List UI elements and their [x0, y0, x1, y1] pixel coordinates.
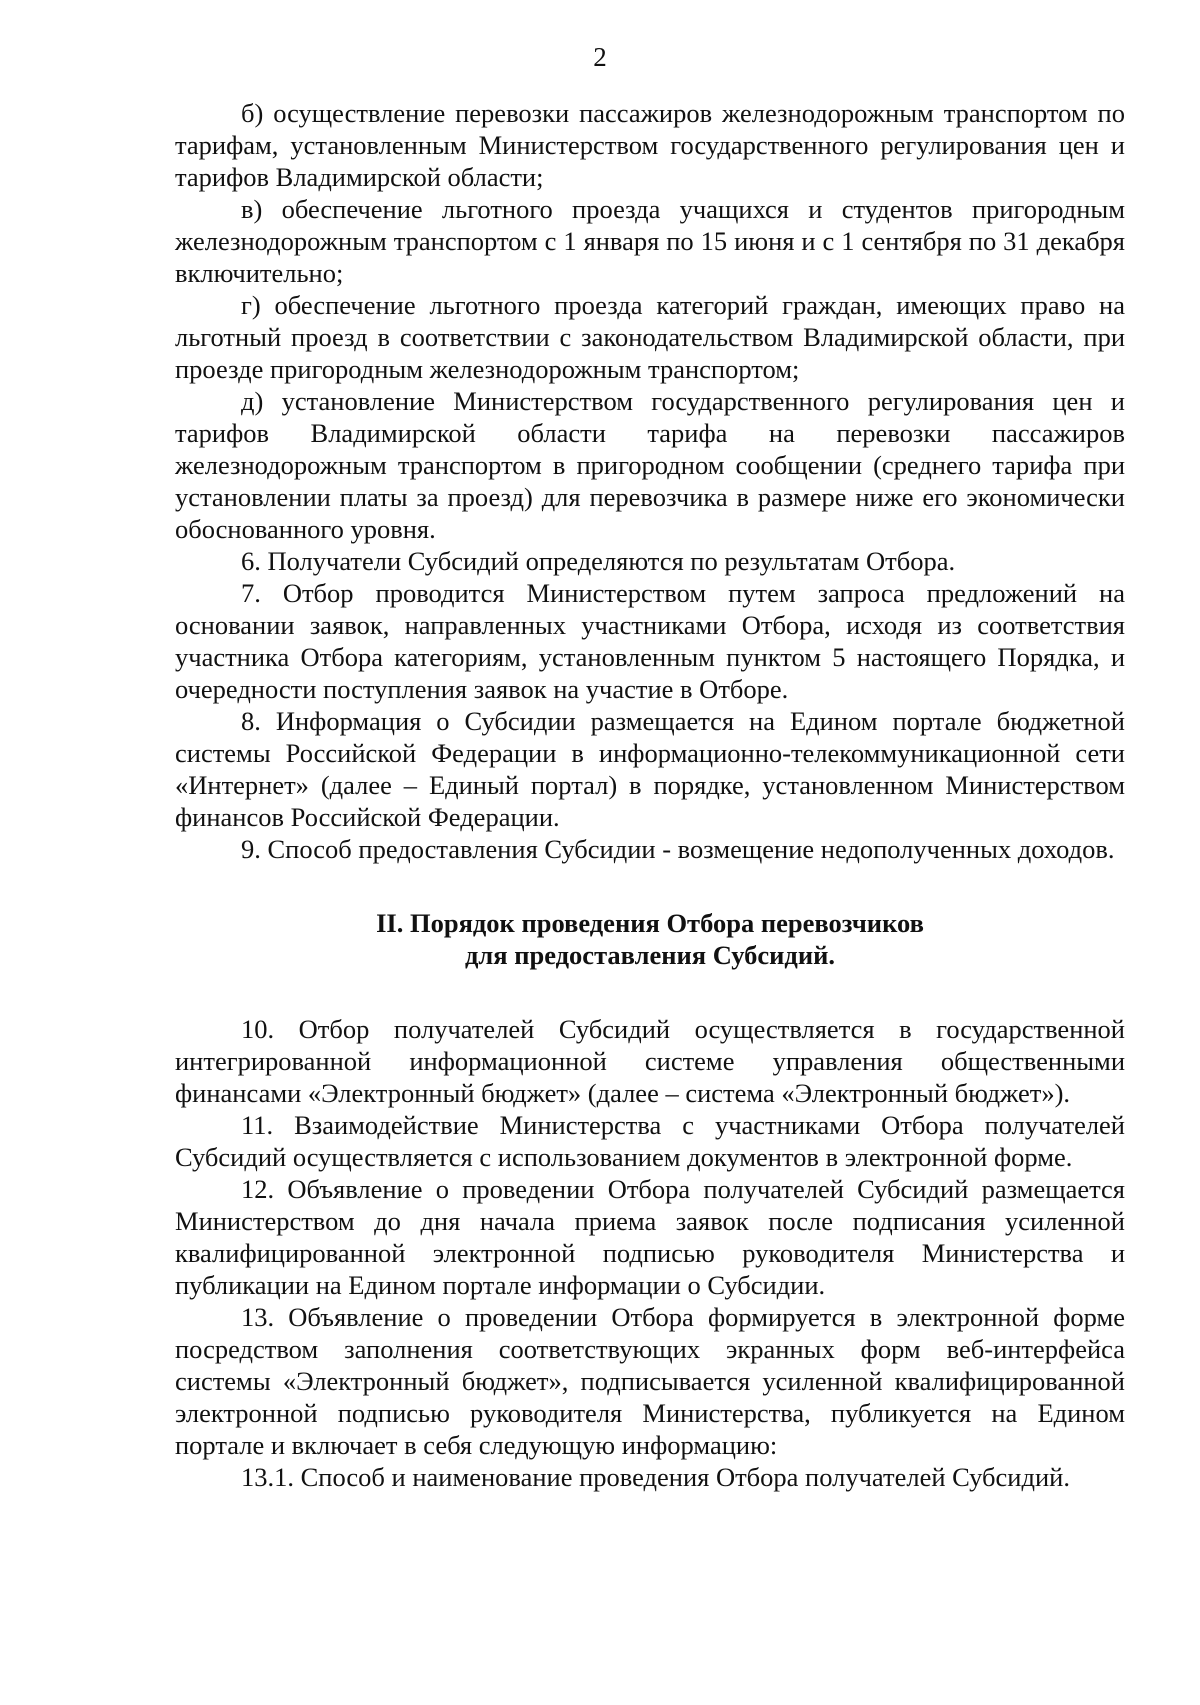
paragraph-g: г) обеспечение льготного проезда категорий граждан, имеющих право на льготный проезд в соответствии с законодательством Владимирской области, при проезде пригородным железнодорожным транспортом; [175, 290, 1125, 384]
paragraph-13: 13. Объявление о проведении Отбора формируется в электронной форме посредством заполнения соответствующих экранных форм веб-интерфейса системы «Электронный бюджет», подписывается усиленной квалифицированной электронной подписью руководителя Министерства, публикуется на Едином портале и включает в себя следующую информацию: [175, 1302, 1125, 1460]
paragraph-11: 11. Взаимодействие Министерства с участниками Отбора получателей Субсидий осуществляется с использованием документов в электронной форме. [175, 1110, 1125, 1172]
paragraph-6: 6. Получатели Субсидий определяются по результатам Отбора. [241, 546, 956, 576]
paragraph-10: 10. Отбор получателей Субсидий осуществляется в государственной интегрированной информационной системе управления общественными финансами «Электронный бюджет» (далее – система «Электронный бюджет»). [175, 1014, 1125, 1108]
page-number: 2 [593, 42, 607, 72]
paragraph-7: 7. Отбор проводится Министерством путем запроса предложений на основании заявок, направленных участниками Отбора, исходя из соответствия участника Отбора категориям, установленным пунктом 5 настоящего Порядка, и очередности поступления заявок на участие в Отборе. [175, 578, 1125, 704]
paragraph-b: б) осуществление перевозки пассажиров железнодорожным транспортом по тарифам, установленным Министерством государственного регулирования цен и тарифов Владимирской области; [175, 98, 1125, 192]
section-heading [175, 907, 1125, 971]
paragraph-12: 12. Объявление о проведении Отбора получателей Субсидий размещается Министерством до дня начала приема заявок после подписания усиленной квалифицированной электронной подписью руководителя Министерства и публикации на Едином портале информации о Субсидии. [175, 1174, 1125, 1300]
paragraph-9: 9. Способ предоставления Субсидии - возмещение недополученных доходов. [241, 834, 1115, 864]
section-heading-line-1: II. Порядок проведения Отбора перевозчиков [376, 908, 924, 938]
paragraph-13-1: 13.1. Способ и наименование проведения Отбора получателей Субсидий. [241, 1462, 1070, 1492]
document-body [175, 97, 1125, 1493]
section-heading-line-2: для предоставления Субсидий. [465, 940, 835, 970]
paragraph-d: д) установление Министерством государственного регулирования цен и тарифов Владимирской области тарифа на перевозки пассажиров железнодорожным транспортом в пригородном сообщении (среднего тарифа при установлении платы за проезд) для перевозчика в размере ниже его экономически обоснованного уровня. [175, 386, 1125, 544]
paragraph-8: 8. Информация о Субсидии размещается на Едином портале бюджетной системы Российской Федерации в информационно-телекоммуникационной сети «Интернет» (далее – Единый портал) в порядке, установленном Министерством финансов Российской Федерации. [175, 706, 1125, 832]
paragraph-v: в) обеспечение льготного проезда учащихся и студентов пригородным железнодорожным транспортом с 1 января по 15 июня и с 1 сентября по 31 декабря включительно; [175, 194, 1125, 288]
